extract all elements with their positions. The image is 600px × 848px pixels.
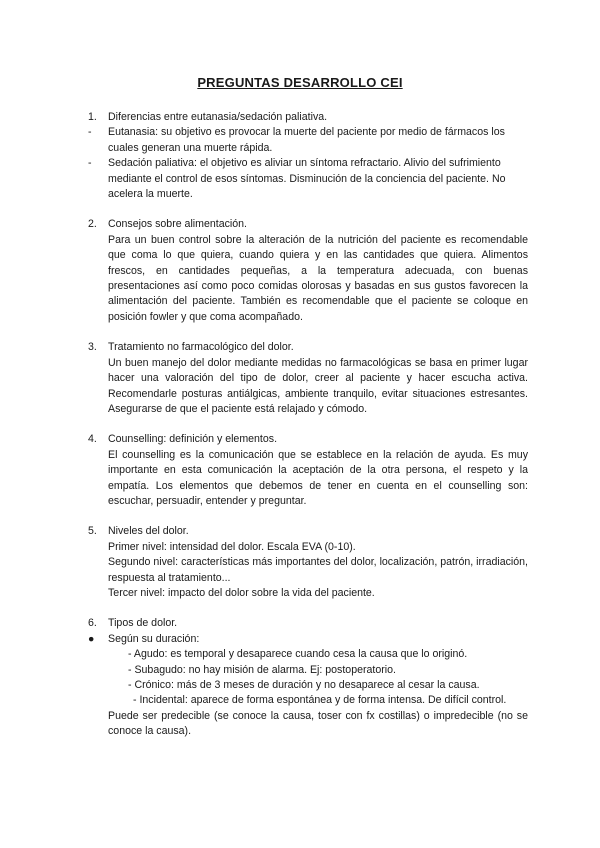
dash-marker: - <box>88 126 92 139</box>
q2-heading-text: Consejos sobre alimentación. <box>108 218 247 231</box>
bullet-dot-icon: ● <box>88 632 95 645</box>
q6-closing: Puede ser predecible (se conoce la causa, toser con fx costillas) o impredecible (no se conoce la causa). <box>108 709 528 738</box>
page-title: PREGUNTAS DESARROLLO CEI <box>197 75 403 90</box>
q6-subitem-incidental: - Incidental: aparece de forma espontánea y de forma intensa. De difícil control. <box>133 694 507 707</box>
q1-bullet-text: Eutanasia: su objetivo es provocar la muerte del paciente por medio de fármacos los cuales generan una muerte rápida. <box>108 126 505 154</box>
q6-bullet-text: Según su duración: <box>108 632 200 645</box>
q5-heading-text: Niveles del dolor. <box>108 525 189 538</box>
q2-heading <box>88 217 528 232</box>
q4-heading <box>88 432 528 447</box>
q6-number: 6. <box>88 617 97 630</box>
q1-heading-text: Diferencias entre eutanasia/sedación paliativa. <box>108 111 328 123</box>
q3-body: Un buen manejo del dolor mediante medidas no farmacológicas se basa en primer lugar hacer una valoración del tipo de dolor, creer al paciente y hacer escucha activa. Recomendarle posturas antiálgicas, ambiente tranquilo, evitar situaciones estresantes. Asegurarse de que el paciente está relajado y cómodo. <box>108 356 528 415</box>
dash-marker: - <box>88 157 92 170</box>
q1-number: 1. <box>88 111 97 123</box>
q6-heading-text: Tipos de dolor. <box>108 617 178 630</box>
q6-heading <box>88 616 528 631</box>
q6-subitem-cronico: - Crónico: más de 3 meses de duración y no desaparece al cesar la causa. <box>128 679 480 691</box>
q5-number: 5. <box>88 525 97 538</box>
q3-number: 3. <box>88 341 97 354</box>
q6-subitem-agudo: - Agudo: es temporal y desaparece cuando cesa la causa que lo originó. <box>128 648 468 661</box>
q1-bullet-sedation <box>88 156 528 202</box>
q2-number: 2. <box>88 218 97 231</box>
q1-bullet-euthanasia <box>88 125 528 156</box>
q6-bullet <box>88 632 528 647</box>
q4-heading-text: Counselling: definición y elementos. <box>108 433 278 446</box>
q5-level3: Tercer nivel: impacto del dolor sobre la vida del paciente. <box>108 586 375 599</box>
q6-subitem-subagudo: - Subagudo: no hay misión de alarma. Ej: postoperatorio. <box>128 663 396 676</box>
q3-heading <box>88 340 528 355</box>
q4-body: El counselling es la comunicación que se establece en la relación de ayuda. Es muy importante en esta comunicación la aceptación de la otra persona, el respeto y la empatía. Los elementos que debemos de tener en cuenta en el counselling son: escuchar, persuadir, entender y preguntar. <box>108 448 528 507</box>
q4-number: 4. <box>88 433 97 446</box>
document-body <box>88 110 528 740</box>
q5-level2: Segundo nivel: características más importantes del dolor, localización, patrón, irradiación, respuesta al tratamiento... <box>108 556 528 584</box>
q5-heading <box>88 524 528 539</box>
q2-body: Para un buen control sobre la alteración de la nutrición del paciente es recomendable que coma lo que quiera, cuando quiera y en las cantidades que quiera. Alimentos frescos, en cantidades pequeñas, a la temperatura adecuada, con buenas presentaciones así como poco comidas olorosas y basadas en sus gustos favorecen la alimentación del paciente. También es recomendable que el paciente se coloque en posición fowler y que coma acompañado. <box>108 233 528 323</box>
q1-bullet-text: Sedación paliativa: el objetivo es aliviar un síntoma refractario. Alivio del sufrimiento mediante el control de esos síntomas. Disminución de la conciencia del paciente. No acelera la muerte. <box>108 157 506 201</box>
q3-heading-text: Tratamiento no farmacológico del dolor. <box>108 341 294 354</box>
q5-level1: Primer nivel: intensidad del dolor. Escala EVA (0-10). <box>108 540 356 553</box>
q1-heading <box>88 110 528 125</box>
